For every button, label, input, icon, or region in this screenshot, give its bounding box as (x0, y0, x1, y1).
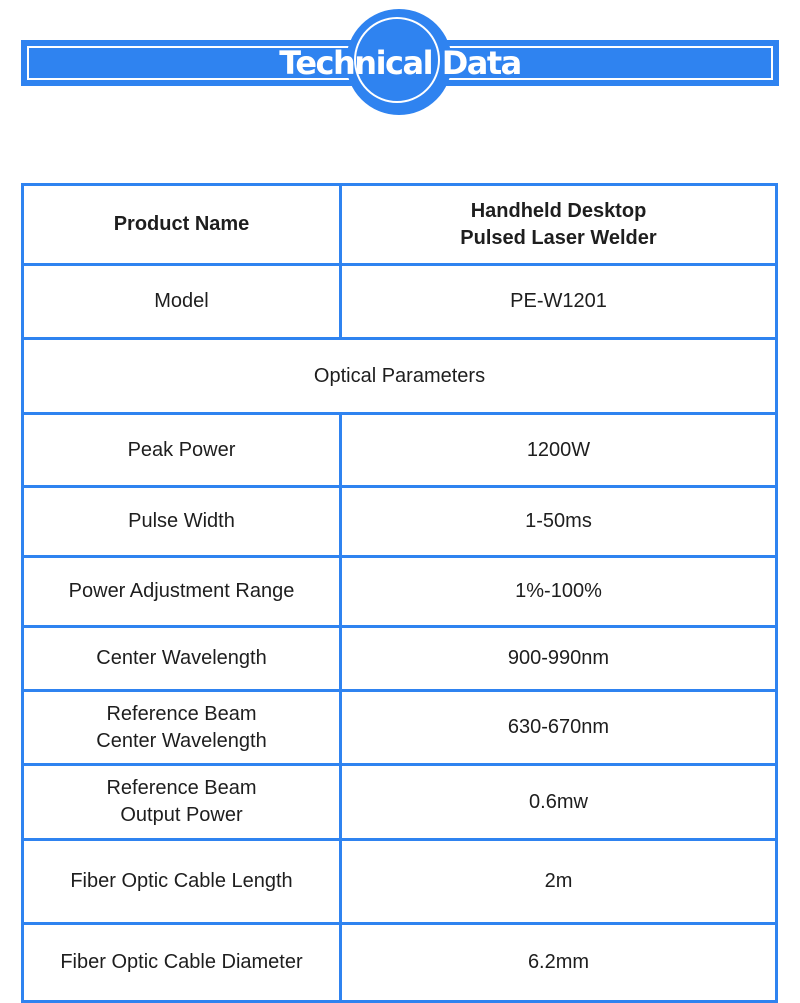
row-label-line1: Center Wavelength (96, 647, 267, 669)
row-label-line2: Output Power (120, 804, 243, 826)
row-value: 1-50ms (341, 487, 777, 557)
row-label-line1: Fiber Optic Cable Length (70, 870, 293, 892)
table-row (23, 924, 777, 1002)
row-label (23, 487, 341, 557)
row-value: 1%-100% (341, 557, 777, 627)
row-label (23, 557, 341, 627)
model-label: Model (23, 265, 341, 339)
table-row (23, 627, 777, 691)
row-label-line2: Center Wavelength (96, 729, 267, 752)
row-label-line1: Power Adjustment Range (68, 580, 295, 602)
section-heading-optical: Optical Parameters (23, 339, 777, 414)
row-label-line1: Reference Beam (106, 777, 257, 799)
table-row-section (23, 339, 777, 414)
table-row (23, 691, 777, 765)
product-name-value-line2: Pulsed Laser Welder (460, 226, 657, 249)
page-title: Technical Data (279, 44, 521, 82)
spec-table (21, 183, 778, 1003)
product-name-value (341, 185, 777, 265)
row-value: 900-990nm (341, 627, 777, 691)
row-label-line1: Pulse Width (128, 510, 235, 532)
table-row (23, 765, 777, 840)
product-name-value-line1: Handheld Desktop (470, 199, 647, 222)
product-name-label: Product Name (23, 185, 341, 265)
row-label (23, 765, 341, 840)
row-value: 1200W (341, 414, 777, 487)
table-row (23, 557, 777, 627)
row-value: 2m (341, 840, 777, 924)
model-value: PE-W1201 (341, 265, 777, 339)
table-row-model (23, 265, 777, 339)
table-row (23, 840, 777, 924)
row-label-line1: Fiber Optic Cable Diameter (60, 951, 303, 973)
row-label-line1: Reference Beam (106, 702, 257, 725)
row-label-line1: Peak Power (127, 438, 236, 461)
row-label (23, 691, 341, 765)
row-value: 0.6mw (341, 765, 777, 840)
row-label (23, 627, 341, 691)
row-value: 6.2mm (341, 924, 777, 1002)
row-label (23, 840, 341, 924)
table-row (23, 487, 777, 557)
table-row (23, 414, 777, 487)
row-label (23, 924, 341, 1002)
row-value: 630-670nm (341, 691, 777, 765)
table-row-product-name (23, 185, 777, 265)
row-label (23, 414, 341, 487)
